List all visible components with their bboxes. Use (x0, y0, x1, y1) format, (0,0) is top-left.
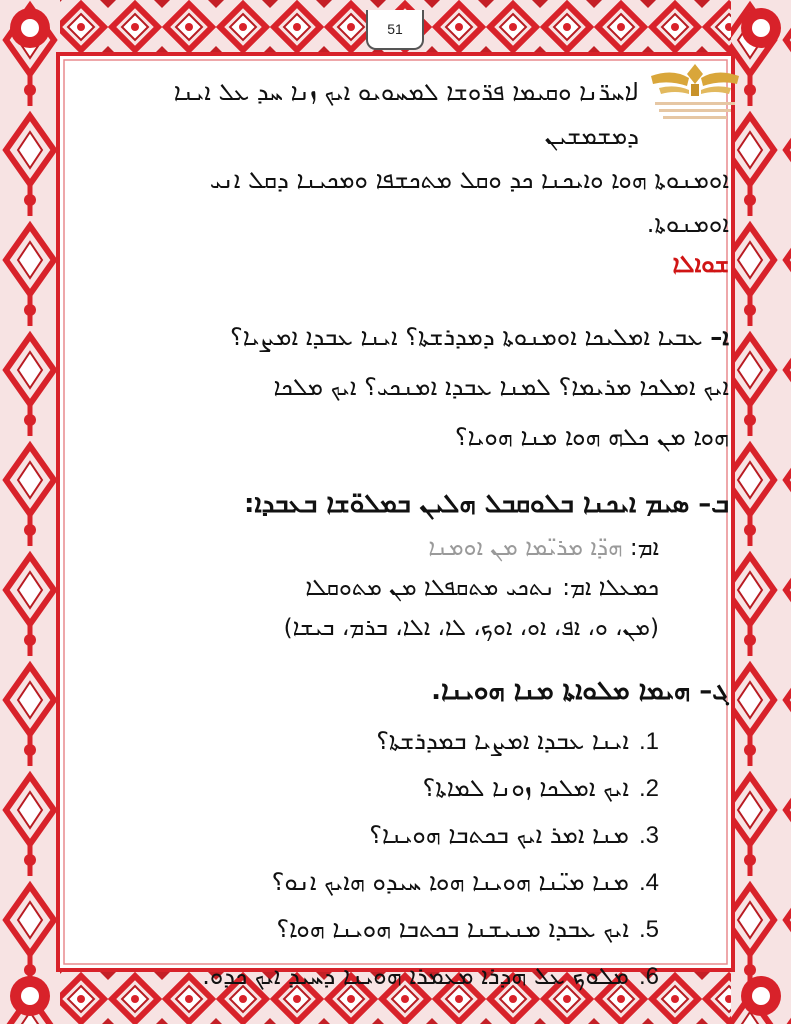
item-text: ܡܢܐ ܐܡܪ ܐܝܟ ܒܟܬܒܐ ܗܘܝܢܐ؟ (369, 821, 629, 849)
item-text: ܡܠܘܟ ܥܠ ܗܕܪܐ ܡܥܡܪܐ ܗܘܝܢܐ ܕܚܝܕ ܐܝܟ ܟܕܘ. (202, 962, 629, 990)
list-item (100, 812, 659, 859)
example-line-2 (100, 568, 659, 608)
question-a-text-1: ܥܒܝܐ ܐܡܠܝܟܐ ܐܘܡܢܘܬܐ ܕܡܕܪܫܬܐ؟ ܐܝܢܐ ܥܒܕܐ ܐܡܨܝܐ؟ (230, 323, 703, 351)
item-text: ܐܝܟ ܥܒܕܐ ܡܢܝܫܢܐ ܒܟܬܒܐ ܗܘܝܢܐ ܗܘܐ؟ (276, 915, 629, 943)
question-list (100, 718, 729, 1000)
item-text: ܡܢܐ ܡܝ̈ܢܐ ܗܘܝܢܐ ܗܘܐ ܚܝܕܘ ܗܐܝܟ ܐܢܘ؟ (271, 868, 629, 896)
item-number: 3. (638, 822, 659, 849)
list-item (100, 718, 659, 765)
example-1-value: ܗܕ̈ܐ ܡܪܝ̈ܡܐ ܡܢ ܐܘܡܢܐ (428, 535, 623, 561)
question-a-line-2: ܐܝܟ ܐܡܠܟܐ ܡܪܝܡܐ؟ ܠܡܢܐ ܥܒܕܐ ܐܡܢܟܝ؟ ܐܝܟ ܡܠܟܐ (273, 373, 729, 401)
question-a-label: ܐ– (710, 323, 729, 351)
page-number: 51 (366, 10, 424, 50)
intro-line-1: لܐܚܪ̈ܢܐ ܘܩܝܡܐ ܦܪ̈ܘܫܐ ܠܡܚܘܝܘ ܐܝܟ ܙܢܐ ܚܕ ܥܠ ܐܝܢܐ ܕܡܫܡܫܝܢ (173, 78, 639, 150)
question-a-line-1 (100, 312, 729, 362)
item-text: ܐܝܢܐ ܥܒܕܐ ܐܡܨܝܐ ܒܡܕܪܫܬܐ؟ (376, 727, 629, 755)
section-b-heading: ܒ– ܣܝܡ ܐܝܟܢܐ ܒܠܘܩܒܠ ܗܠܝܢ ܒܡܠܘ̈ܫܐ ܒܥܒܕܐ: (243, 489, 729, 519)
example-line-3: (ܡܢ، ܘ، ܐܦ، ܐܘ، ܐܘܟ، ܠܐ، ܐܠܐ، ܒܪܡ، ܒܝܫܐ) (283, 615, 659, 641)
list-item (100, 906, 659, 953)
intro-line-2: ܐܘܡܢܘܬܐ ܗܘܐ ܘܐܝܟܢܐ ܟܕ ܘܩܠ ܡܬܟܫܦܐ ܘܡܟܝܢܐ ܕܩܠ ܐܢܝ (209, 166, 729, 194)
section-c-heading: ܓ– ܗܝܡܐ ܡܠܘܐܬܐ ܡܢܐ ܗܘܝܢܐ. (431, 676, 729, 706)
item-number: 4. (638, 869, 659, 896)
page-content (100, 70, 729, 990)
item-number: 5. (638, 916, 659, 943)
list-item (100, 953, 659, 1000)
question-a (100, 312, 729, 462)
list-item (100, 859, 659, 906)
item-text: ܐܝܟ ܐܡܠܟܐ ܙܘܢܐ ܠܡܐܬܐ؟ (422, 774, 629, 802)
example-2-value: ܢܬܟܝ ܡܬܩܦܠܐ ܡܢ ܡܬܘܩܠܐ (305, 575, 555, 601)
exercises-heading: ܫܘܐܠܐ (672, 250, 729, 278)
intro-line-3: ܐܘܡܢܘܬܐ. (646, 210, 729, 238)
item-number: 6. (638, 963, 659, 990)
list-item (100, 765, 659, 812)
question-a-line-3: ܗܘܐ ܡܢ ܟܠܗ ܗܘܐ ܡܢܐ ܗܘܝܐ؟ (454, 423, 729, 451)
item-number: 2. (638, 775, 659, 802)
item-number: 1. (638, 728, 659, 755)
example-1-key: ܐܡ: (629, 535, 659, 561)
example-line-1 (100, 528, 659, 568)
example-2-key: ܟܡܥܠܐ ܐܡ: (562, 575, 659, 601)
